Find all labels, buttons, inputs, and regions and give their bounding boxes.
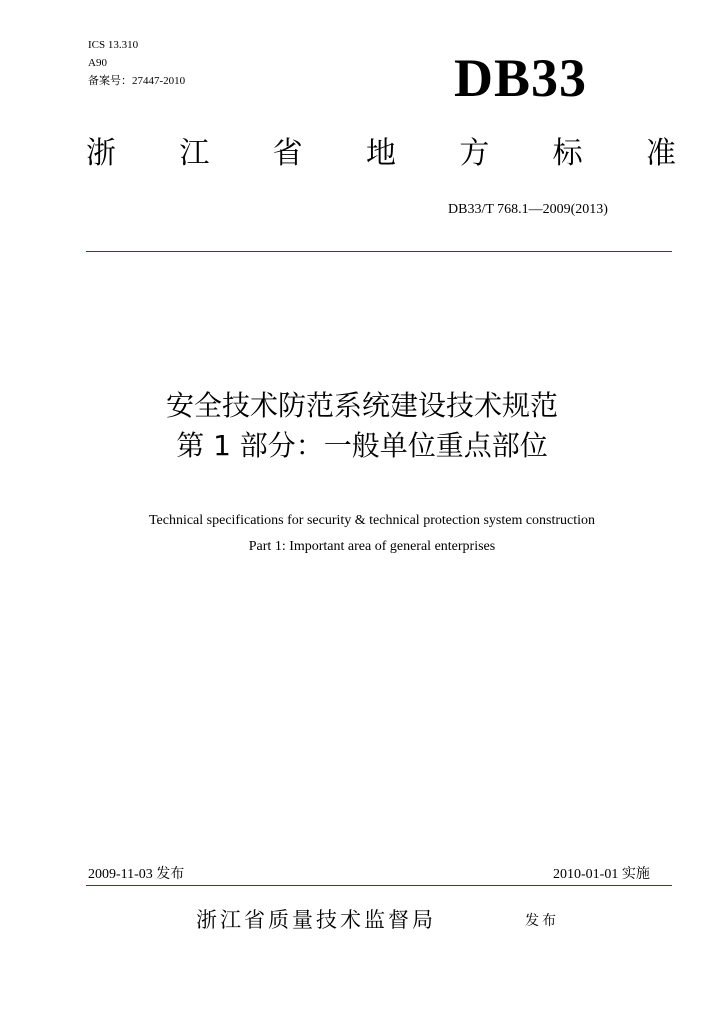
standard-type-char: 标 bbox=[552, 136, 583, 171]
issuer-suffix: 发布 bbox=[525, 913, 559, 929]
standard-type-char: 准 bbox=[645, 136, 676, 171]
standard-type-char: 方 bbox=[459, 136, 490, 171]
record-number: 备案号：27447-2010 bbox=[88, 75, 186, 87]
implementation-date: 2010-01-01 实施 bbox=[553, 867, 650, 882]
top-divider bbox=[86, 251, 672, 252]
standard-type-char: 地 bbox=[365, 136, 396, 171]
chinese-title-line-2: 第 1 部分：一般单位重点部位 bbox=[176, 429, 548, 462]
standard-type-char: 浙 bbox=[86, 136, 116, 171]
english-title-line-2: Part 1: Important area of general enterprises bbox=[248, 539, 496, 554]
standard-type-heading bbox=[86, 136, 676, 172]
ics-code: ICS 13.310 bbox=[88, 39, 139, 51]
classification-code: A90 bbox=[88, 57, 107, 69]
issue-date: 2009-11-03 发布 bbox=[88, 867, 185, 882]
standard-number: DB33/T 768.1—2009(2013) bbox=[448, 202, 608, 217]
db33-logo: DB33 bbox=[454, 48, 588, 108]
standard-type-char: 省 bbox=[272, 136, 303, 171]
issuing-authority: 浙江省质量技术监督局 bbox=[196, 908, 436, 932]
standard-type-char: 江 bbox=[179, 136, 210, 171]
bottom-divider bbox=[86, 885, 672, 886]
english-title-line-1: Technical specifications for security & technical protection system construction bbox=[148, 513, 596, 528]
chinese-title-line-1: 安全技术防范系统建设技术规范 bbox=[165, 389, 558, 422]
